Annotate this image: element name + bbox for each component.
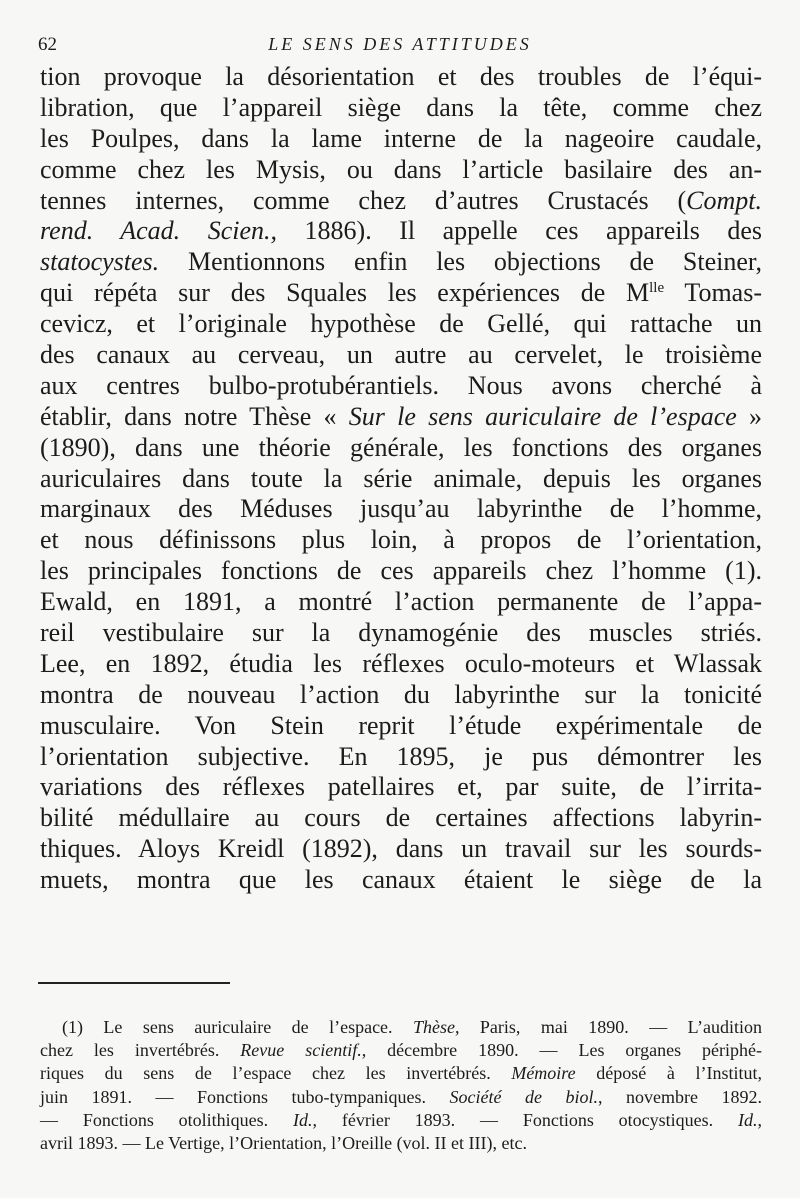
text-line (40, 371, 762, 402)
footnote-separator (38, 982, 230, 984)
text-line (40, 247, 762, 278)
italic-run: Id. (738, 1109, 758, 1130)
text-line (40, 680, 762, 711)
text-line (40, 772, 762, 803)
italic-run: Id. (293, 1109, 313, 1130)
text-run: tion provoque la désorientation et des troubles de l’équi- (40, 62, 762, 91)
text-run: l’orientation subjective. En 1895, je pus démontrer les (40, 741, 762, 771)
text-run: établir, dans notre Thèse « (40, 401, 349, 431)
running-title: LE SENS DES ATTITUDES (268, 34, 532, 54)
text-run: auriculaires dans toute la série animale, depuis les organes (40, 463, 762, 493)
text-line (40, 742, 762, 773)
text-run: les Poulpes, dans la lame interne de la nageoire caudale, (40, 123, 762, 153)
text-line (40, 278, 762, 309)
text-line (40, 803, 762, 834)
main-text (40, 62, 762, 896)
footnote-line (40, 1016, 762, 1039)
text-run: libration, que l’appareil siège dans la tête, comme chez (40, 92, 762, 122)
footnote-line (40, 1109, 762, 1132)
text-run: tennes internes, comme chez d’autres Crustacés ( (40, 185, 687, 215)
italic-run: Thèse (412, 1017, 455, 1037)
footnote-line (40, 1086, 762, 1109)
text-run: (1) Le sens auriculaire de l’espace. (62, 1017, 413, 1037)
footnote (40, 1016, 762, 1155)
text-run: muets, montra que les canaux étaient le siège de la (40, 865, 762, 895)
page-header (38, 30, 762, 62)
text-line (40, 834, 762, 865)
text-run: , décembre 1890. — Les organes périphé- (361, 1040, 762, 1061)
text-line (40, 340, 762, 371)
text-run: , novembre 1892. (598, 1086, 762, 1107)
footnote-line (40, 1039, 762, 1062)
text-line (40, 433, 762, 464)
text-run: Ewald, en 1891, a montré l’action permanente de l’appa- (40, 587, 762, 617)
text-line (40, 402, 762, 433)
text-run: déposé à l’Institut, (575, 1063, 762, 1084)
italic-run: statocystes. (40, 247, 160, 277)
text-line (40, 93, 762, 124)
text-line (40, 618, 762, 649)
page-number: 62 (38, 34, 57, 55)
text-run: , (757, 1109, 762, 1130)
italic-run: Société de biol. (449, 1086, 599, 1107)
italic-run: Sur le sens auriculaire de l’espace (348, 401, 737, 431)
text-run: chez les invertébrés. (40, 1040, 241, 1061)
text-run: Tomas- (664, 278, 762, 308)
text-run: , Paris, mai 1890. — L’audition (454, 1017, 762, 1037)
text-run: avril 1893. — Le Vertige, l’Orientation, l’Oreille (vol. II et III), etc. (40, 1133, 527, 1154)
footnote-line (40, 1062, 762, 1085)
text-line (40, 155, 762, 186)
text-run: aux centres bulbo-protubérantiels. Nous avons cherché à (40, 370, 762, 400)
text-line (40, 62, 762, 93)
text-run: comme chez les Mysis, ou dans l’article basilaire des an- (40, 154, 762, 184)
text-run: Mentionnons enfin les objections de Steiner, (159, 247, 762, 277)
text-line (40, 494, 762, 525)
text-run: variations des réflexes patellaires et, par suite, de l’irrita- (40, 772, 762, 802)
text-line (40, 556, 762, 587)
text-line (40, 525, 762, 556)
text-run: » (736, 401, 763, 431)
text-run: 1886). Il appelle ces appareils des (277, 216, 762, 246)
text-run: — Fonctions otolithiques. (40, 1109, 294, 1130)
text-run: des canaux au cerveau, un autre au cervelet, le troisième (40, 340, 762, 370)
text-run: , février 1893. — Fonctions otocystiques. (312, 1109, 738, 1130)
text-line (40, 464, 762, 495)
text-run: montra de nouveau l’action du labyrinthe sur la tonicité (40, 679, 762, 709)
text-run: musculaire. Von Stein reprit l’étude expérimentale de (40, 710, 762, 740)
text-line (40, 124, 762, 155)
text-run: les principales fonctions de ces appareils chez l’homme (1). (40, 556, 762, 586)
text-line (40, 649, 762, 680)
text-run: reil vestibulaire sur la dynamogénie des muscles striés. (40, 618, 762, 648)
text-line (40, 216, 762, 247)
superscript-run: lle (649, 280, 665, 297)
text-run: (1890), dans une théorie générale, les fonctions des organes (40, 432, 762, 462)
italic-run: rend. Acad. Scien., (40, 216, 278, 246)
text-run: cevicz, et l’originale hypothèse de Gellé, qui rattache un (40, 309, 762, 339)
text-run: et nous définissons plus loin, à propos de l’orientation, (40, 525, 762, 555)
text-run: riques du sens de l’espace chez les invertébrés. (40, 1063, 512, 1084)
text-line (40, 309, 762, 340)
italic-run: Revue scientif. (240, 1040, 362, 1061)
text-run: bilité médullaire au cours de certaines affections labyrin- (40, 803, 762, 833)
footnote-line (40, 1132, 762, 1155)
text-run: Lee, en 1892, étudia les réflexes oculo-moteurs et Wlassak (40, 648, 762, 678)
text-run: thiques. Aloys Kreidl (1892), dans un travail sur les sourds- (40, 834, 762, 864)
text-run: qui répéta sur des Squales les expériences de M (40, 278, 650, 308)
text-line (40, 865, 762, 896)
text-line (40, 186, 762, 217)
text-run: juin 1891. — Fonctions tubo-tympaniques. (40, 1086, 450, 1107)
text-line (40, 587, 762, 618)
text-run: marginaux des Méduses jusqu’au labyrinthe de l’homme, (40, 494, 762, 524)
text-line (40, 711, 762, 742)
italic-run: Compt. (686, 185, 762, 215)
italic-run: Mémoire (511, 1063, 576, 1084)
